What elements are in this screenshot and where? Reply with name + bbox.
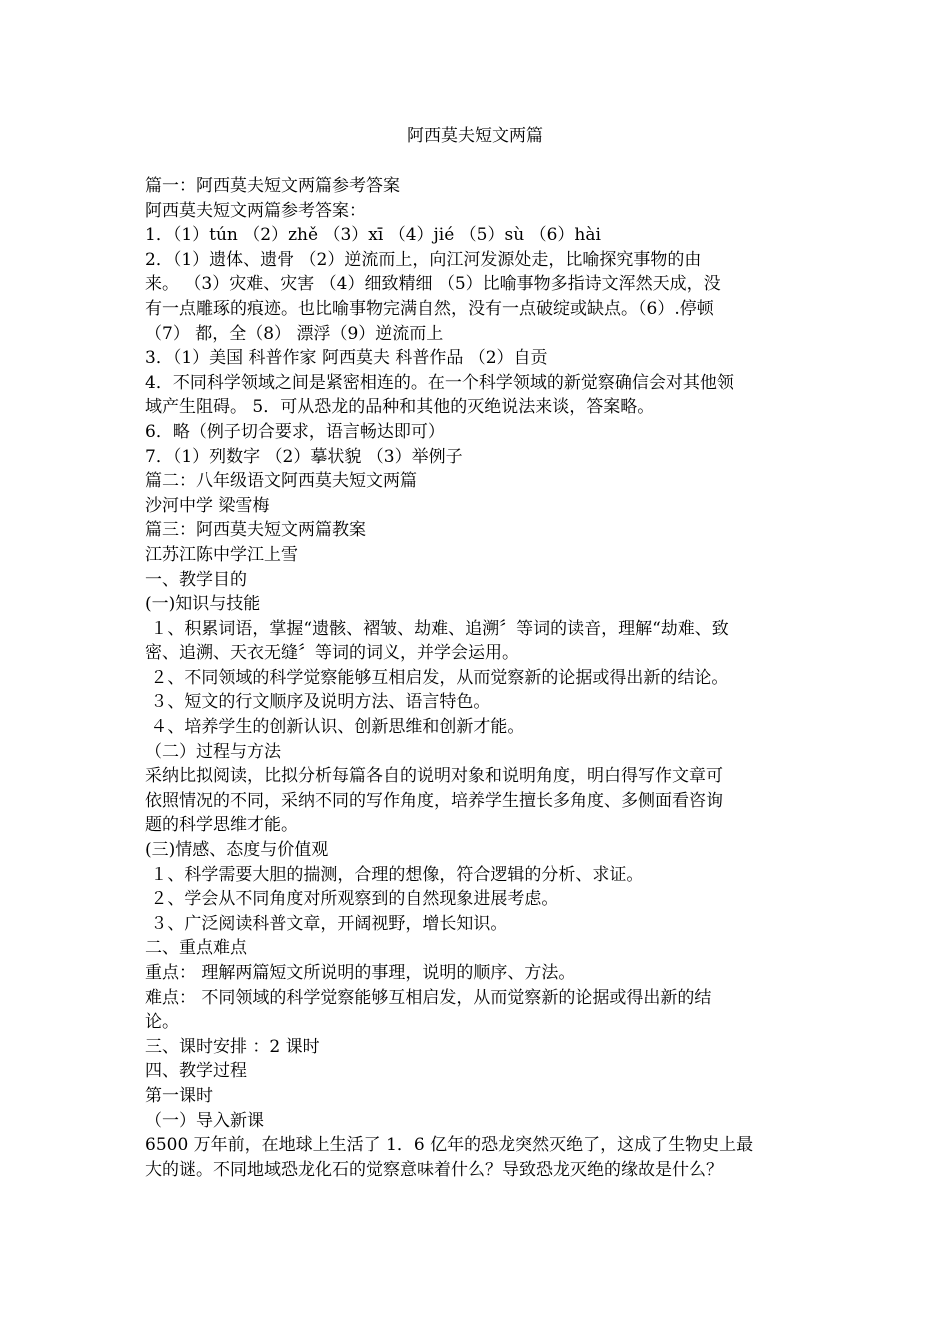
text-line: 沙河中学 梁雪梅	[145, 495, 270, 516]
text-line: 一、教学目的	[145, 569, 247, 590]
text-line: １、积累词语，掌握“遗骸、褶皱、劫难、追溯〞等词的读音，理解“劫难、致	[145, 618, 729, 639]
text-line: ２、不同领域的科学觉察能够互相启发，从而觉察新的论据或得出新的结论。	[145, 667, 729, 688]
text-line: (三)情感、态度与价值观	[145, 840, 329, 861]
text-line: 依照情况的不同，采纳不同的写作角度，培养学生擅长多角度、多侧面看咨询	[145, 790, 723, 811]
text-line: 2．（1）遗体、遗骨 （2）逆流而上，向江河发源处走，比喻探究事物的由	[145, 249, 702, 270]
text-line: 4．不同科学领域之间是紧密相连的。在一个科学领域的新觉察确信会对其他领	[145, 372, 734, 393]
text-line: 采纳比拟阅读，比拟分析每篇各自的说明对象和说明角度，明白得写作文章可	[145, 766, 723, 787]
text-line: ３、广泛阅读科普文章，开阔视野，增长知识。	[145, 913, 508, 934]
text-line: 二、重点难点	[145, 938, 247, 959]
text-line: 篇二：八年级语文阿西莫夫短文两篇	[145, 471, 417, 492]
text-line: ４、培养学生的创新认识、创新思维和创新才能。	[145, 717, 525, 738]
text-line: 大的谜。不同地域恐龙化石的觉察意味着什么？导致恐龙灭绝的缘故是什么？	[145, 1159, 723, 1180]
text-line: 密、追溯、天衣无缝〞等词的词义，并学会运用。	[145, 643, 519, 664]
text-line: 第一课时	[145, 1085, 213, 1106]
text-line: 6500 万年前，在地球上生活了 1．6 亿年的恐龙突然灭绝了，这成了生物史上最	[145, 1135, 754, 1156]
text-line: 有一点雕琢的痕迹。也比喻事物完满自然，没有一点破绽或缺点。（6）.停顿	[145, 298, 714, 319]
text-line: （二）过程与方法	[145, 741, 281, 762]
text-line: （一）导入新课	[145, 1110, 264, 1131]
text-line: 6．略（例子切合要求，语言畅达即可）	[145, 421, 445, 442]
text-line: 题的科学思维才能。	[145, 815, 298, 836]
text-line: 3．（1）美国 科普作家 阿西莫夫 科普作品 （2）自贡	[145, 348, 548, 369]
text-line: ２、学会从不同角度对所观察到的自然现象进展考虑。	[145, 889, 559, 910]
text-line: 篇三：阿西莫夫短文两篇教案	[145, 520, 366, 541]
text-line: 域产生阻碍。 5．可从恐龙的品种和其他的灭绝说法来谈，答案略。	[145, 397, 655, 418]
document-body	[145, 174, 817, 1182]
text-line: 难点： 不同领域的科学觉察能够互相启发，从而觉察新的论据或得出新的结	[145, 987, 712, 1008]
text-line: 阿西莫夫短文两篇参考答案：	[145, 200, 366, 221]
text-line: 江苏江陈中学江上雪	[145, 544, 298, 565]
text-line: 篇一：阿西莫夫短文两篇参考答案	[145, 176, 400, 196]
text-line: （7） 都，全（8） 漂浮（9）逆流而上	[145, 323, 444, 344]
text-line: (一)知识与技能	[145, 594, 261, 615]
text-line: 重点： 理解两篇短文所说明的事理，说明的顺序、方法。	[145, 963, 576, 983]
text-line: 7．（1）列数字 （2）摹状貌 （3）举例子	[145, 446, 463, 467]
text-line: ３、短文的行文顺序及说明方法、语言特色。	[145, 692, 491, 713]
text-line: 三、课时安排 ：2 课时	[145, 1036, 320, 1057]
text-line: 四、教学过程	[145, 1061, 247, 1082]
text-line: 1．（1）tún （2）zhě （3）xī （4）jié （5）sù （6）hài	[145, 225, 601, 246]
text-line: 论。	[145, 1012, 179, 1033]
document-title: 阿西莫夫短文两篇	[407, 126, 543, 146]
text-line: １、科学需要大胆的揣测，合理的想像，符合逻辑的分析、求证。	[145, 864, 644, 885]
text-line: 来。 （3）灾难、灾害 （4）细致精细 （5）比喻事物多指诗文浑然天成，没	[145, 274, 721, 295]
